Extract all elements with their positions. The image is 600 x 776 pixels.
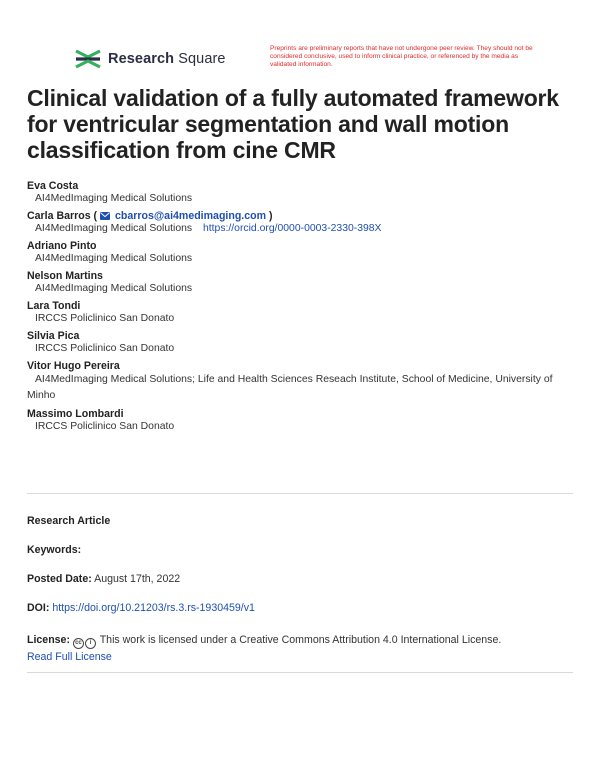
- preprint-disclaimer: Preprints are preliminary reports that have not undergone peer review. They should not be considered conclusive, used to inform clinical practice, or referenced by the media as validated information.: [270, 45, 533, 68]
- author-affiliation: AI4MedImaging Medical Solutions: [35, 253, 193, 264]
- author-name: Lara Tondi: [27, 300, 81, 312]
- author-entry: [27, 210, 575, 236]
- author-entry: [27, 270, 575, 296]
- license-text: This work is licensed under a Creative Commons Attribution 4.0 International License.: [99, 634, 502, 646]
- author-affiliation: IRCCS Policlinico San Donato: [35, 343, 175, 354]
- orcid-link[interactable]: https://orcid.org/0000-0003-2330-398X: [203, 223, 382, 234]
- author-affiliation: IRCCS Policlinico San Donato: [35, 313, 175, 324]
- brand-word-2: Square: [178, 51, 226, 67]
- author-name: Adriano Pinto: [27, 240, 97, 252]
- doi-label: DOI:: [27, 602, 50, 614]
- author-entry: [27, 180, 575, 206]
- research-square-logo[interactable]: [74, 48, 226, 70]
- doi-link[interactable]: https://doi.org/10.21203/rs.3.rs-1930459/v1: [52, 602, 255, 614]
- author-entry: [27, 330, 575, 356]
- article-type-label: Research Article: [27, 515, 111, 527]
- keywords: [27, 544, 575, 556]
- author-affiliation: [27, 222, 575, 236]
- author-list: [27, 180, 575, 438]
- divider: [27, 493, 573, 494]
- posted-date: [27, 573, 575, 585]
- paper-title: Clinical validation of a fully automated framework for ventricular segmentation and wall motion classification from cine CMR: [27, 85, 559, 163]
- attribution-icon: i: [85, 638, 96, 649]
- posted-date-value: August 17th, 2022: [94, 573, 181, 585]
- author-affiliation-text: AI4MedImaging Medical Solutions: [35, 223, 193, 234]
- author-affiliation: IRCCS Policlinico San Donato: [35, 421, 175, 432]
- author-entry: [27, 240, 575, 266]
- author-email-link[interactable]: cbarros@ai4medimaging.com: [114, 210, 267, 222]
- author-name: Vitor Hugo Pereira: [27, 360, 120, 372]
- brand-name: [108, 51, 226, 67]
- license: [27, 632, 575, 666]
- license-label: License:: [27, 634, 70, 646]
- brand-word-1: Research: [108, 51, 175, 67]
- email-paren-open: (: [93, 210, 98, 222]
- envelope-icon: [100, 212, 110, 220]
- read-full-license-link[interactable]: Read Full License: [27, 651, 112, 663]
- author-name: Massimo Lombardi: [27, 408, 124, 420]
- author-entry: [27, 360, 575, 404]
- author-entry: [27, 300, 575, 326]
- email-paren-close: ): [268, 210, 273, 222]
- author-name: Carla Barros: [27, 210, 91, 222]
- doi: [27, 602, 575, 614]
- author-name: Nelson Martins: [27, 270, 103, 282]
- author-entry: [27, 408, 575, 434]
- keywords-label: Keywords:: [27, 544, 82, 556]
- creative-commons-icon: cc: [73, 638, 84, 649]
- author-affiliation: AI4MedImaging Medical Solutions: [35, 193, 193, 204]
- research-square-logo-icon: [74, 48, 102, 70]
- divider: [27, 672, 573, 673]
- author-affiliation: AI4MedImaging Medical Solutions: [35, 283, 193, 294]
- author-name: Silvia Pica: [27, 330, 80, 342]
- posted-date-label: Posted Date:: [27, 573, 92, 585]
- author-affiliation: AI4MedImaging Medical Solutions; Life and Health Sciences Reseach Institute, School of Medicine, University of Minho: [27, 374, 553, 401]
- author-name-with-email: [27, 210, 575, 222]
- article-type: [27, 515, 575, 527]
- author-name: Eva Costa: [27, 180, 79, 192]
